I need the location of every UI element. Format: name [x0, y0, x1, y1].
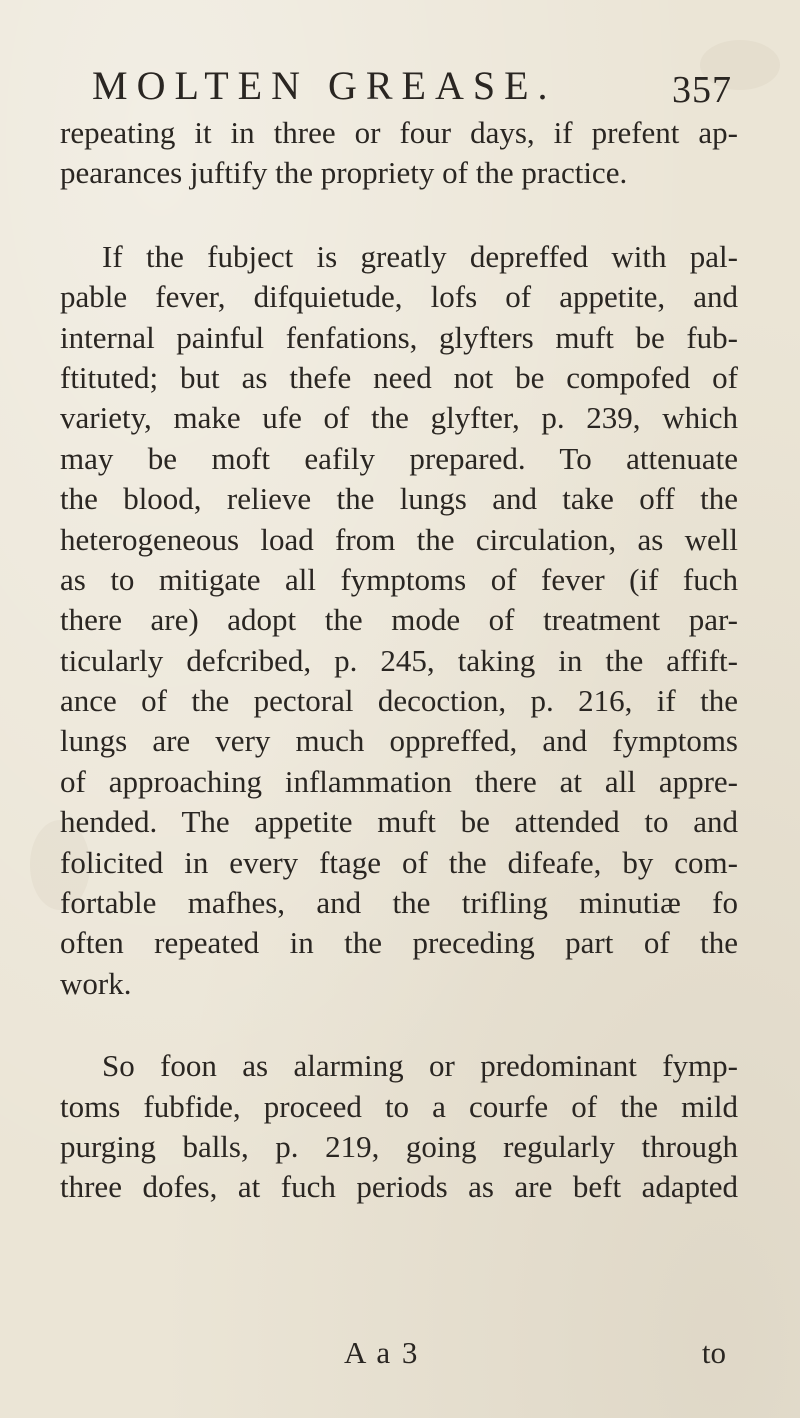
running-title: MOLTEN GREASE. [92, 63, 557, 108]
text-line: there are) adopt the mode of treatment par- [60, 602, 738, 638]
signature-mark: A a 3 [344, 1335, 420, 1370]
page-number: 357 [672, 69, 732, 111]
text-line: ance of the pectoral decoction, p. 216, if the [60, 683, 738, 719]
text-line: as to mitigate all fymptoms of fever (if fuch [60, 561, 738, 597]
text-line: If the fubject is greatly depreffed with pal- [102, 238, 738, 274]
text-line: ticularly defcribed, p. 245, taking in the affift- [60, 642, 738, 678]
text-line: heterogeneous load from the circulation, as well [60, 521, 738, 557]
text-line: lungs are very much oppreffed, and fymptoms [60, 723, 738, 759]
paragraph-gap [60, 1004, 738, 1046]
page-header [92, 62, 732, 112]
text-line: pearances juftify the propriety of the practice. [60, 155, 628, 191]
paragraph [60, 113, 738, 194]
text-line: often repeated in the preceding part of the [60, 925, 738, 961]
text-line: hended. The appetite muft be attended to and [60, 804, 738, 840]
text-line: purging balls, p. 219, going regularly through [60, 1128, 738, 1164]
paragraph [60, 237, 738, 1004]
text-line: internal painful fenfations, glyfters muft be fub- [60, 319, 738, 355]
text-line: work. [60, 965, 132, 1001]
text-line: three dofes, at fuch periods as are beft adapted [60, 1169, 738, 1205]
text-line: ftituted; but as thefe need not be compofed of [60, 359, 738, 395]
text-line: So foon as alarming or predominant fymp- [102, 1048, 738, 1084]
text-line: toms fubfide, proceed to a courfe of the mild [60, 1088, 738, 1124]
text-line: fortable mafhes, and the trifling minutiæ fo [60, 885, 738, 921]
text-line: repeating it in three or four days, if prefent ap- [60, 115, 738, 150]
page-footer [60, 1335, 738, 1379]
text-line: may be moft eafily prepared. To attenuate [60, 440, 738, 476]
text-line: folicited in every ftage of the difeafe, by com- [60, 844, 738, 880]
text-line: variety, make ufe of the glyfter, p. 239, which [60, 400, 738, 436]
text-line: of approaching inflammation there at all appre- [60, 763, 738, 799]
catchword: to [701, 1335, 726, 1370]
text-line: the blood, relieve the lungs and take off the [60, 481, 738, 517]
paragraph [60, 1046, 738, 1208]
body-text [60, 113, 738, 1208]
paragraph-gap [60, 194, 738, 237]
text-line: pable fever, difquietude, lofs of appetite, and [60, 279, 738, 315]
